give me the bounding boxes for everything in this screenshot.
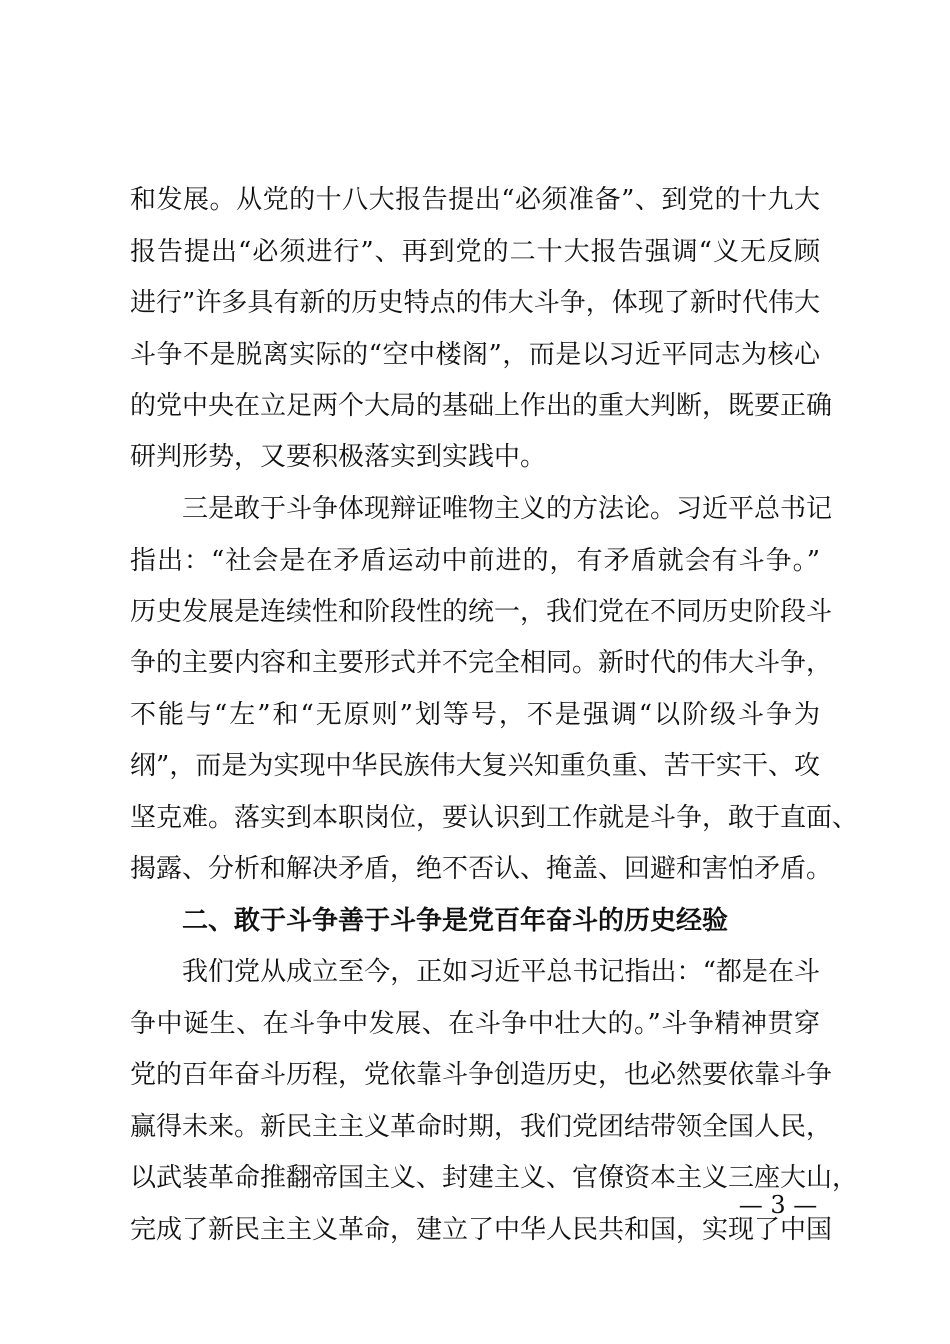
body-text-line: 纲”，而是为实现中华民族伟大复兴知重负重、苦干实干、攻	[130, 751, 820, 781]
body-text-line: 争中诞生、在斗争中发展、在斗争中壮大的。”斗争精神贯穿	[130, 1009, 820, 1039]
body-text-line: 斗争不是脱离实际的“空中楼阁”，而是以习近平同志为核心	[130, 340, 820, 370]
body-text-line: 坚克难。落实到本职岗位，要认识到工作就是斗争，敢于直面、	[130, 803, 859, 833]
body-text-line: 的党中央在立足两个大局的基础上作出的重大判断，既要正确	[130, 391, 833, 421]
section-heading: 二、敢于斗争善于斗争是党百年奋斗的历史经验	[182, 906, 729, 936]
body-text-line: 历史发展是连续性和阶段性的统一，我们党在不同历史阶段斗	[130, 597, 833, 627]
body-text-line: 争的主要内容和主要形式并不完全相同。新时代的伟大斗争，	[130, 648, 833, 678]
body-text-line: 研判形势，又要积极落实到实践中。	[130, 442, 547, 472]
body-text-line: 和发展。从党的十八大报告提出“必须准备”、到党的十九大	[130, 185, 820, 215]
body-text-line: 进行”许多具有新的历史特点的伟大斗争，体现了新时代伟大	[130, 288, 820, 318]
body-text-line: 不能与“左”和“无原则”划等号，不是强调“以阶级斗争为	[130, 700, 820, 730]
body-text-line: 完成了新民主主义革命，建立了中华人民共和国，实现了中国	[130, 1215, 833, 1245]
body-text-line: 赢得未来。新民主主义革命时期，我们党团结带领全国人民，	[130, 1112, 833, 1142]
body-text-line: 报告提出“必须进行”、再到党的二十大报告强调“义无反顾	[130, 237, 820, 267]
paragraph-first-line: 三是敢于斗争体现辩证唯物主义的方法论。习近平总书记	[182, 494, 833, 524]
body-text-line: 以武装革命推翻帝国主义、封建主义、官僚资本主义三座大山，	[130, 1163, 859, 1193]
paragraph-first-line: 我们党从成立至今，正如习近平总书记指出：“都是在斗	[182, 957, 820, 987]
body-text-line: 党的百年奋斗历程，党依靠斗争创造历史，也必然要依靠斗争	[130, 1060, 833, 1090]
body-text-line: 指出：“社会是在矛盾运动中前进的，有矛盾就会有斗争。”	[130, 546, 820, 576]
body-text-line: 揭露、分析和解决矛盾，绝不否认、掩盖、回避和害怕矛盾。	[130, 854, 833, 884]
page-number: — 3 —	[738, 1191, 818, 1219]
